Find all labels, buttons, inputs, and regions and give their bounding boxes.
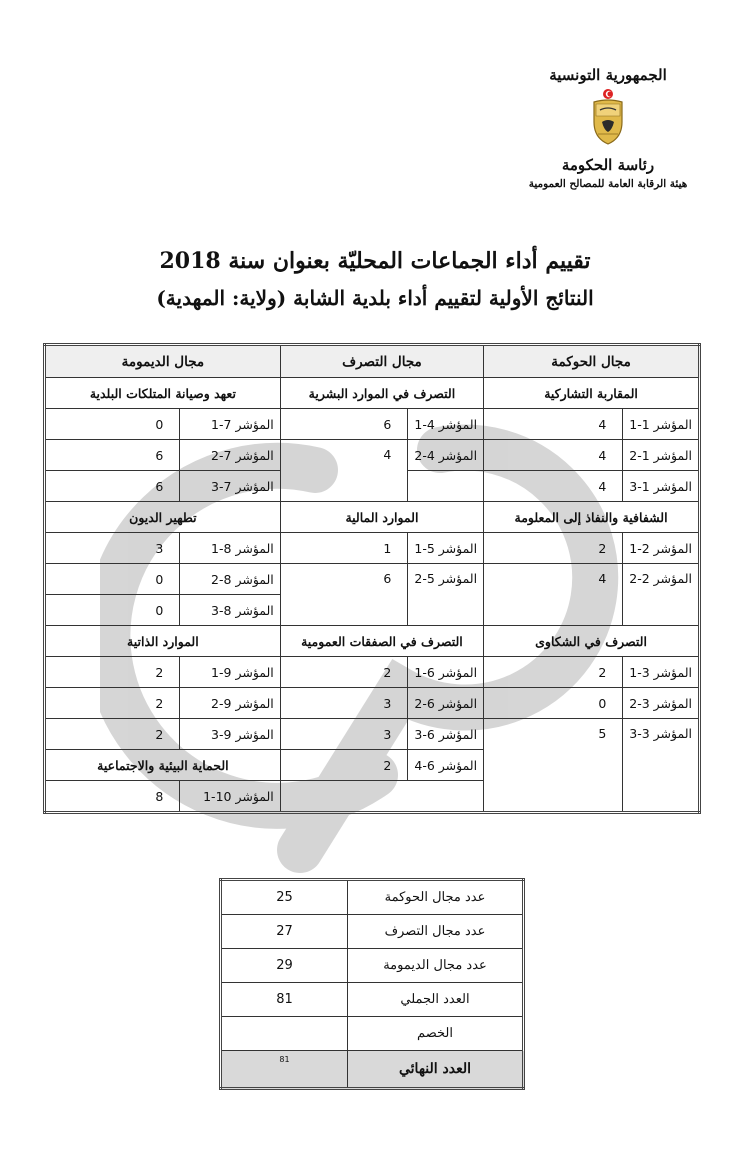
indicator-value: 2	[45, 657, 180, 688]
indicator-label: المؤشر 9-3	[180, 719, 280, 750]
indicator-value: 0	[45, 595, 180, 626]
indicator-label: المؤشر 2-2	[623, 564, 700, 626]
indicator-label: المؤشر 5-2	[408, 564, 484, 626]
indicator-value: 3	[280, 719, 408, 750]
indicator-value: 6	[280, 409, 408, 440]
section-complaints: التصرف في الشكاوى	[484, 626, 700, 657]
indicator-label: المؤشر 6-2	[408, 688, 484, 719]
indicator-label: المؤشر 5-1	[408, 533, 484, 564]
indicator-label: المؤشر 9-1	[180, 657, 280, 688]
final-score-label: العدد النهائي	[348, 1051, 524, 1089]
tunisia-coat-of-arms-icon	[588, 88, 628, 146]
indicator-label: المؤشر 4-2	[408, 440, 484, 471]
indicator-value: 0	[45, 564, 180, 595]
indicator-label: المؤشر 3-1	[623, 657, 700, 688]
indicator-label: المؤشر 1-2	[623, 440, 700, 471]
indicator-label: المؤشر 8-2	[180, 564, 280, 595]
domain-governance: مجال الحوكمة	[484, 345, 700, 378]
indicator-value: 0	[484, 688, 623, 719]
authority-name: هيئة الرقابة العامة للمصالح العمومية	[528, 178, 688, 190]
indicator-label: المؤشر 7-2	[180, 440, 280, 471]
indicator-label: المؤشر 6-3	[408, 719, 484, 750]
domain-management: مجال التصرف	[280, 345, 483, 378]
summary-label: العدد الجملي	[348, 983, 524, 1017]
summary-table	[219, 878, 525, 1090]
indicator-value: 2	[280, 657, 408, 688]
indicator-value: 0	[45, 409, 180, 440]
indicator-value: 6	[45, 440, 180, 471]
section-own-resources: الموارد الذاتية	[45, 626, 281, 657]
indicator-label: المؤشر 3-2	[623, 688, 700, 719]
empty-cell	[408, 471, 484, 502]
document-title: تقييم أداء الجماعات المحليّة بعنوان سنة 2018	[159, 248, 591, 274]
domain-sustainability: مجال الديمومة	[45, 345, 281, 378]
indicator-value: 4	[280, 440, 408, 502]
indicator-value: 4	[484, 564, 623, 626]
document-header	[508, 66, 708, 190]
indicator-label: المؤشر 4-1	[408, 409, 484, 440]
section-participatory: المقاربة التشاركية	[484, 378, 700, 409]
indicator-label: المؤشر 1-3	[623, 471, 700, 502]
indicator-value: 5	[484, 719, 623, 813]
section-transparency: الشفافية والنفاذ إلى المعلومة	[484, 502, 700, 533]
section-procurement: التصرف في الصفقات العمومية	[280, 626, 483, 657]
empty-cell	[280, 781, 483, 813]
indicator-value: 2	[484, 533, 623, 564]
final-score-value: 81	[221, 1051, 348, 1089]
indicator-label: المؤشر 8-1	[180, 533, 280, 564]
summary-value: 81	[221, 983, 348, 1017]
summary-value	[221, 1017, 348, 1051]
indicator-label: المؤشر 3-3	[623, 719, 700, 813]
section-maintenance: تعهد وصيانة المتلكات البلدية	[45, 378, 281, 409]
summary-label: عدد مجال الديمومة	[348, 949, 524, 983]
republic-name: الجمهورية التونسية	[549, 66, 667, 84]
indicator-value: 2	[45, 719, 180, 750]
document-titles	[0, 248, 750, 310]
indicator-value: 8	[45, 781, 180, 813]
indicator-label: المؤشر 2-1	[623, 533, 700, 564]
indicator-label: المؤشر 7-1	[180, 409, 280, 440]
summary-label: عدد مجال التصرف	[348, 915, 524, 949]
indicator-label: المؤشر 9-2	[180, 688, 280, 719]
section-hr: التصرف في الموارد البشرية	[280, 378, 483, 409]
document-subtitle: النتائج الأولية لتقييم أداء بلدية الشابة (ولاية: المهدية)	[156, 286, 594, 310]
indicator-value: 2	[280, 750, 408, 781]
indicator-value: 2	[45, 688, 180, 719]
summary-label: عدد مجال الحوكمة	[348, 880, 524, 915]
summary-value: 27	[221, 915, 348, 949]
government-name: رئاسة الحكومة	[561, 156, 655, 174]
indicator-value: 4	[484, 471, 623, 502]
indicator-value: 6	[280, 564, 408, 626]
section-protection: الحماية البيئية والاجتماعية	[45, 750, 281, 781]
indicator-label: المؤشر 10-1	[180, 781, 280, 813]
indicator-label: المؤشر 7-3	[180, 471, 280, 502]
indicator-value: 2	[484, 657, 623, 688]
indicator-label: المؤشر 6-4	[408, 750, 484, 781]
indicator-value: 3	[45, 533, 180, 564]
indicator-value: 4	[484, 409, 623, 440]
indicator-value: 6	[45, 471, 180, 502]
summary-value: 25	[221, 880, 348, 915]
section-finance: الموارد المالية	[280, 502, 483, 533]
section-debt: تطهير الديون	[45, 502, 281, 533]
summary-label: الخصم	[348, 1017, 524, 1051]
indicator-label: المؤشر 6-1	[408, 657, 484, 688]
indicator-value: 3	[280, 688, 408, 719]
indicator-label: المؤشر 1-1	[623, 409, 700, 440]
summary-value: 29	[221, 949, 348, 983]
evaluation-table	[43, 343, 701, 814]
indicator-label: المؤشر 8-3	[180, 595, 280, 626]
indicator-value: 4	[484, 440, 623, 471]
indicator-value: 1	[280, 533, 408, 564]
